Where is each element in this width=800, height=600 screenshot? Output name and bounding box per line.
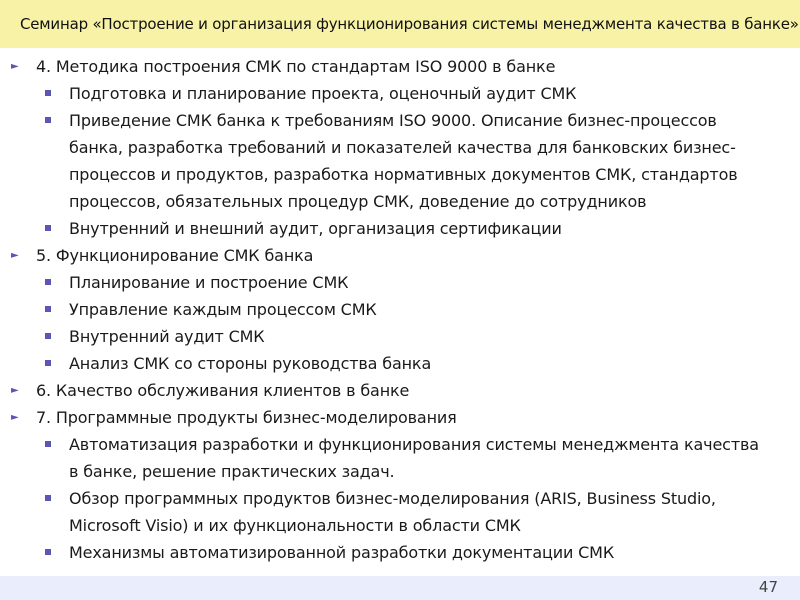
list-item — [0, 485, 800, 539]
list-item-text: Внутренний аудит СМК — [69, 327, 265, 346]
list-item — [0, 404, 800, 431]
list-item — [0, 539, 800, 566]
list-item-text: Автоматизация разработки и функционирования системы менеджмента качества в банке, решение практических задач. — [69, 435, 759, 481]
list-item-text: Механизмы автоматизированной разработки документации СМК — [69, 543, 615, 562]
list-item-text: Приведение СМК банка к требованиям ISO 9000. Описание бизнес-процессов банка, разработка требований и показателей качества для банковских бизнес-процессов и продуктов, разработка нормативных документов СМК, стандартов процессов, обязательных процедур СМК, доведение до сотрудников — [69, 111, 738, 211]
slide-title: Семинар «Построение и организация функционирования системы менеджмента качества в банке» — [20, 15, 799, 33]
list-item — [0, 377, 800, 404]
arrow-bullet-icon: ► — [11, 250, 19, 261]
footer-bar — [0, 576, 800, 600]
list-item-text: 7. Программные продукты бизнес-моделирования — [36, 408, 457, 427]
list-item-text: Обзор программных продуктов бизнес-моделирования (ARIS, Business Studio, Microsoft Visio) и их функциональности в области СМК — [69, 489, 716, 535]
arrow-bullet-icon: ► — [11, 61, 19, 72]
square-bullet-icon — [45, 549, 51, 555]
square-bullet-icon — [45, 225, 51, 231]
list-item-text: 4. Методика построения СМК по стандартам ISO 9000 в банке — [36, 57, 556, 76]
list-item — [0, 323, 800, 350]
list-item — [0, 296, 800, 323]
arrow-bullet-icon: ► — [11, 385, 19, 396]
list-item-text: Внутренний и внешний аудит, организация сертификации — [69, 219, 562, 238]
list-item — [0, 242, 800, 269]
square-bullet-icon — [45, 306, 51, 312]
square-bullet-icon — [45, 279, 51, 285]
square-bullet-icon — [45, 117, 51, 123]
list-item — [0, 269, 800, 296]
list-item-text: Управление каждым процессом СМК — [69, 300, 377, 319]
arrow-bullet-icon: ► — [11, 412, 19, 423]
list-item-text: 5. Функционирование СМК банка — [36, 246, 314, 265]
list-item — [0, 80, 800, 107]
list-item — [0, 107, 800, 215]
list-item-text: Подготовка и планирование проекта, оценочный аудит СМК — [69, 84, 577, 103]
square-bullet-icon — [45, 360, 51, 366]
list-item — [0, 431, 800, 485]
square-bullet-icon — [45, 90, 51, 96]
content-list — [0, 53, 800, 566]
list-item — [0, 53, 800, 80]
title-bar — [0, 0, 800, 48]
list-item — [0, 350, 800, 377]
square-bullet-icon — [45, 441, 51, 447]
square-bullet-icon — [45, 495, 51, 501]
list-item-text: Анализ СМК со стороны руководства банка — [69, 354, 432, 373]
list-item-text: 6. Качество обслуживания клиентов в банке — [36, 381, 410, 400]
square-bullet-icon — [45, 333, 51, 339]
page-number: 47 — [758, 578, 778, 596]
list-item-text: Планирование и построение СМК — [69, 273, 349, 292]
list-item — [0, 215, 800, 242]
